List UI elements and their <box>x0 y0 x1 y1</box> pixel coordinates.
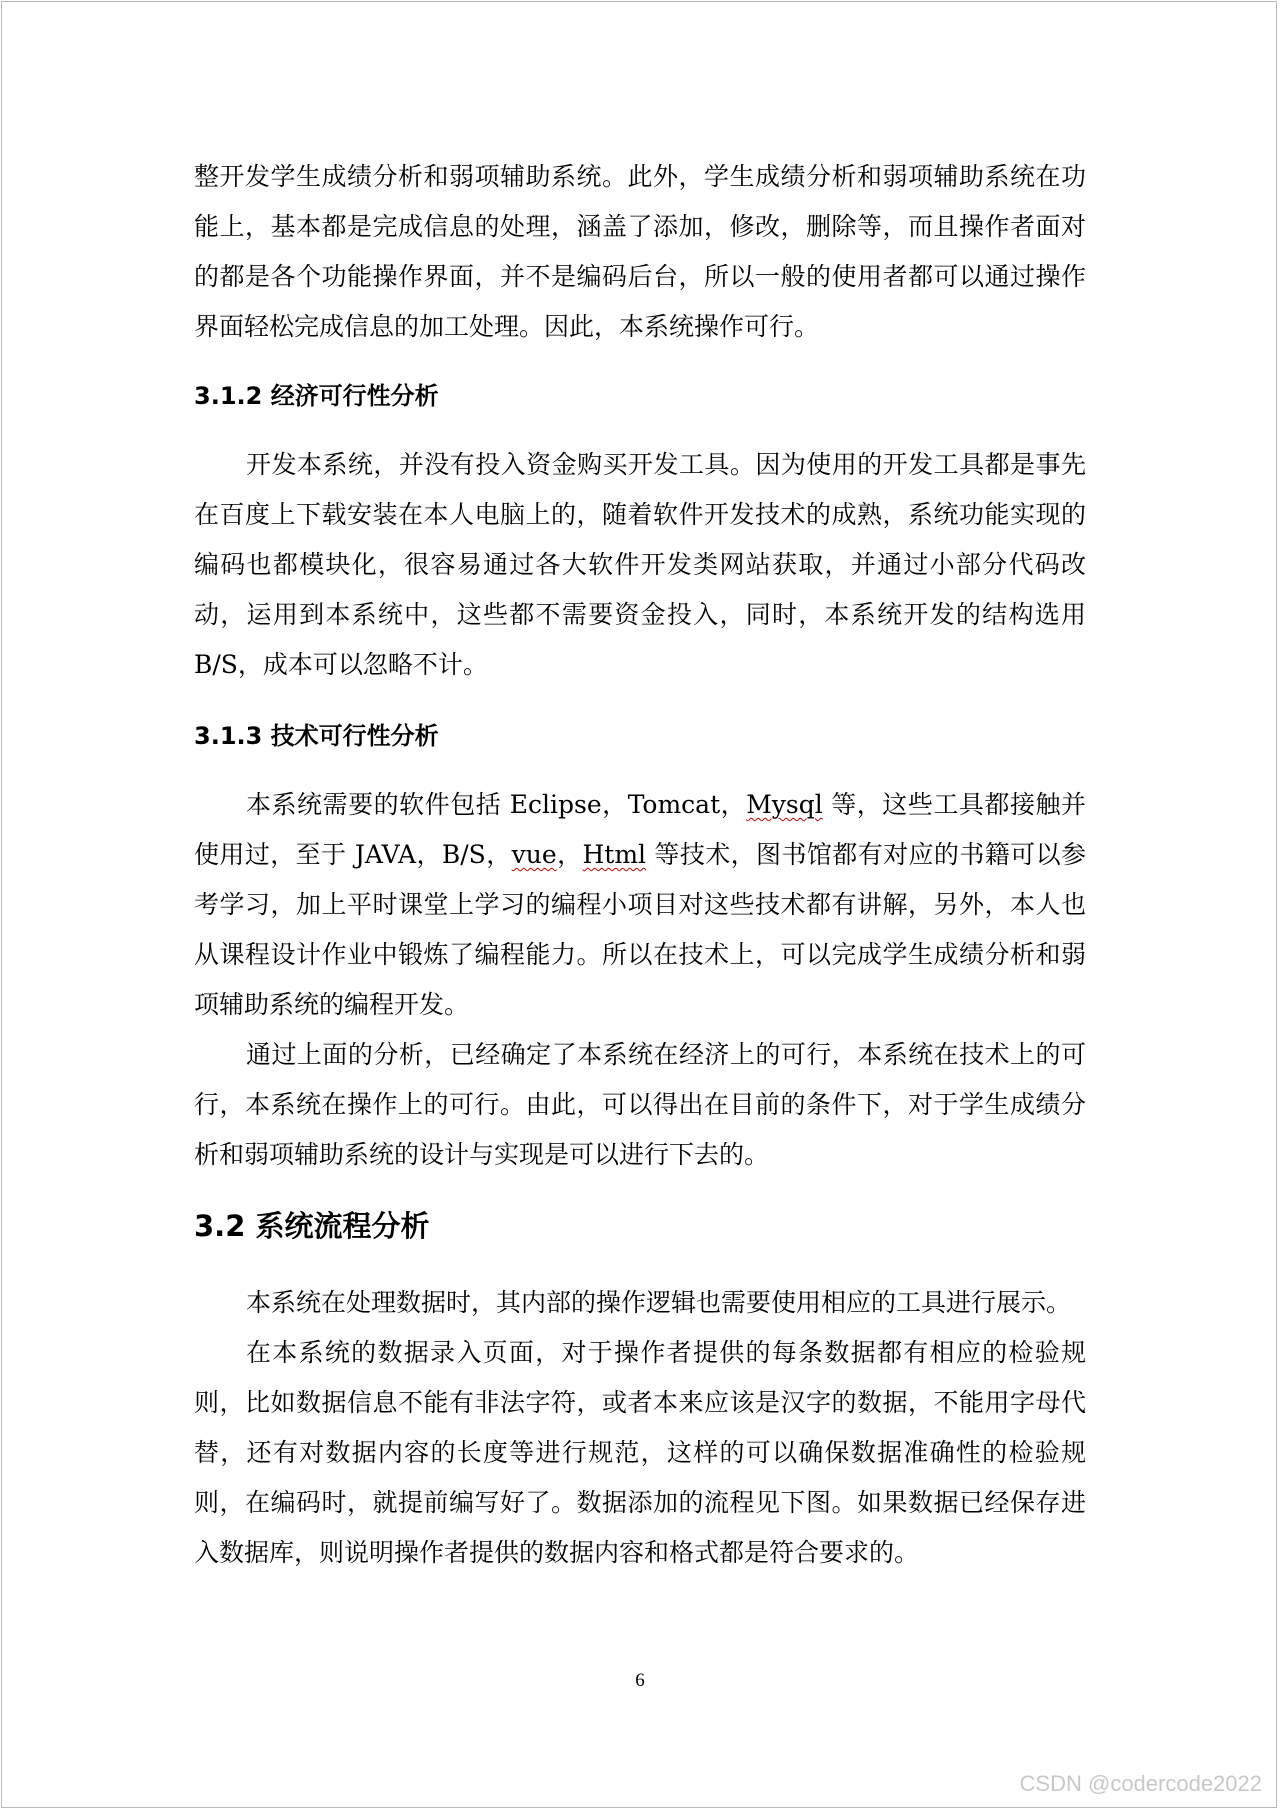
heading-3-1-3: 3.1.3 技术可行性分析 <box>194 722 439 750</box>
heading-3-2: 3.2 系统流程分析 <box>194 1209 430 1243</box>
heading-3-1-2: 3.1.2 经济可行性分析 <box>194 382 439 410</box>
document-body <box>194 152 1086 1578</box>
text-run: 等，这些工具都接触并使用过，至于 JAVA，B/S， <box>194 790 1087 869</box>
spellcheck-word-mysql: Mysql <box>746 790 823 819</box>
paragraph-technical-feasibility <box>194 780 1086 1030</box>
text-run: ， <box>556 840 583 869</box>
text-run: 本系统需要的软件包括 Eclipse，Tomcat， <box>246 790 747 819</box>
text-run: 等技术，图书馆都有对应的书籍可以参考学习，加上平时课堂上学习的编程小项目对这些技术都有讲解，另外，本人也从课程设计作业中锻炼了编程能力。所以在技术上，可以完成学生成绩分析和弱项辅助系统的编程开发。 <box>194 840 1086 1019</box>
watermark: CSDN @codercode2022 <box>1019 1771 1262 1796</box>
paragraph-data-validation: 在本系统的数据录入页面，对于操作者提供的每条数据都有相应的检验规则，比如数据信息不能有非法字符，或者本来应该是汉字的数据，不能用字母代替，还有对数据内容的长度等进行规范，这样的可以确保数据准确性的检验规则，在编码时，就提前编写好了。数据添加的流程见下图。如果数据已经保存进入数据库，则说明操作者提供的数据内容和格式都是符合要求的。 <box>194 1338 1086 1567</box>
paragraph-economic-feasibility: 开发本系统，并没有投入资金购买开发工具。因为使用的开发工具都是事先在百度上下载安装在本人电脑上的，随着软件开发技术的成熟，系统功能实现的编码也都模块化，很容易通过各大软件开发类网站获取，并通过小部分代码改动，运用到本系统中，这些都不需要资金投入，同时，本系统开发的结构选用 B/S，成本可以忽略不计。 <box>194 450 1086 679</box>
spellcheck-word-vue: vue <box>511 840 557 869</box>
spellcheck-word-html: Html <box>582 840 647 869</box>
paragraph-feasibility-conclusion: 通过上面的分析，已经确定了本系统在经济上的可行，本系统在技术上的可行，本系统在操作上的可行。由此，可以得出在目前的条件下，对于学生成绩分析和弱项辅助系统的设计与实现是可以进行下去的。 <box>194 1040 1086 1169</box>
page-number: 6 <box>635 1670 645 1691</box>
paragraph-flow-intro: 本系统在处理数据时，其内部的操作逻辑也需要使用相应的工具进行展示。 <box>246 1288 1072 1317</box>
paragraph-operation-feasibility: 整开发学生成绩分析和弱项辅助系统。此外，学生成绩分析和弱项辅助系统在功能上，基本都是完成信息的处理，涵盖了添加，修改，删除等，而且操作者面对的都是各个功能操作界面，并不是编码后台，所以一般的使用者都可以通过操作界面轻松完成信息的加工处理。因此，本系统操作可行。 <box>194 162 1086 341</box>
